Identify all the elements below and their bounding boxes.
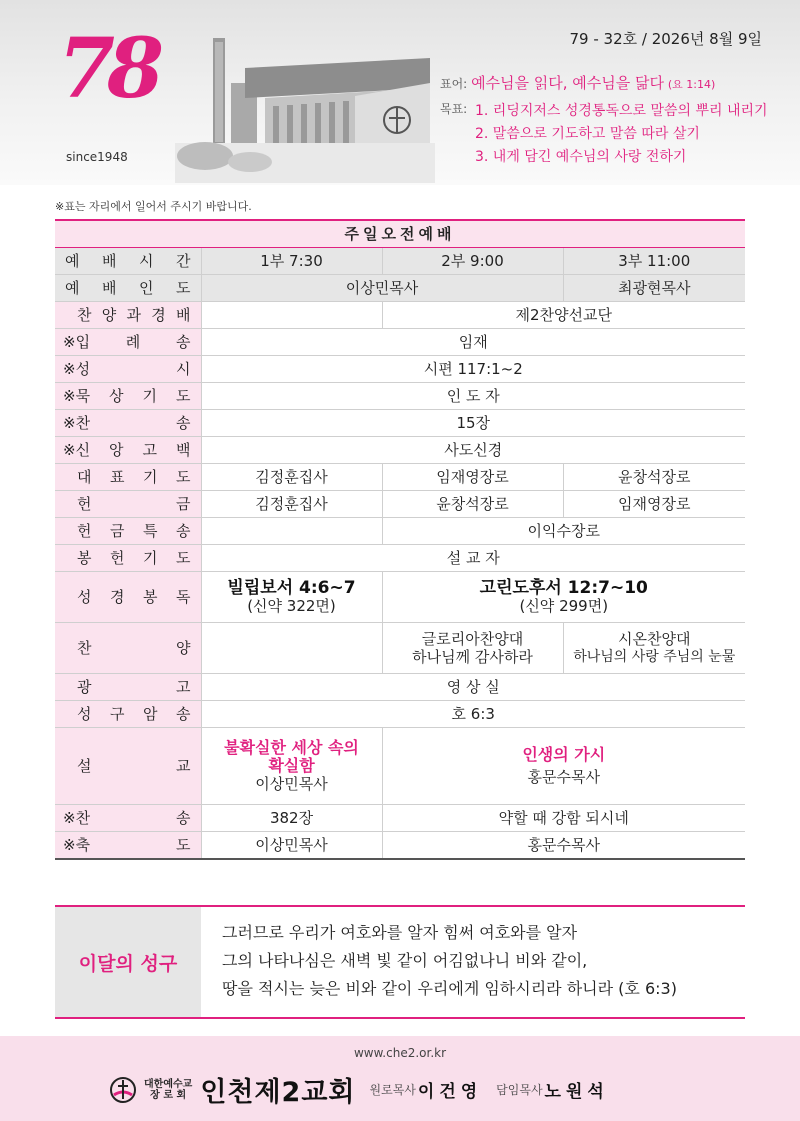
row-label: [55, 302, 201, 329]
sermon-title: 인생의 가시: [522, 745, 606, 764]
cell-value: 임재영장로: [382, 464, 563, 491]
label-char: 과: [126, 306, 141, 324]
label-char: 예: [65, 279, 80, 297]
reading-service-2: [382, 572, 745, 623]
row-label: [55, 437, 201, 464]
label-char: ※신: [63, 441, 91, 459]
label-char: ※입: [63, 333, 91, 351]
label-char: 배: [102, 279, 117, 297]
label-char: 헌: [77, 495, 92, 513]
label-char: 인: [139, 279, 154, 297]
label-char: ※성: [63, 360, 91, 378]
label-char: 배: [176, 306, 191, 324]
row-creed: [55, 437, 745, 464]
row-benediction: [55, 832, 745, 860]
standing-notice: ※표는 자리에서 일어서 주시기 바랍니다.: [55, 200, 252, 213]
theme-reference: (요 1:14): [667, 78, 716, 91]
label-char: ※묵: [63, 387, 91, 405]
label-char: 상: [109, 387, 124, 405]
cell-value: 이상민목사: [201, 275, 563, 302]
service-1-time: 1부 7:30: [201, 248, 382, 275]
cell-value: [201, 518, 382, 545]
label-char: 설: [77, 757, 92, 775]
label-char: 도: [176, 468, 191, 486]
service-title: 주일오전예배: [55, 220, 745, 248]
row-prelude: [55, 329, 745, 356]
label-char: 구: [110, 705, 125, 723]
label-char: 례: [125, 333, 141, 351]
cell-value: 설 교 자: [201, 545, 745, 572]
row-label: [55, 545, 201, 572]
denomination: [144, 1079, 192, 1101]
cell-value: 382장: [201, 805, 382, 832]
since-label: since1948: [66, 150, 128, 164]
reading-passage: 빌립보서 4:6~7: [227, 578, 356, 598]
emeritus-pastor: 이건영: [417, 1082, 483, 1102]
row-label: [55, 674, 201, 701]
choir-service-2: [382, 623, 563, 674]
row-hymn-2: [55, 805, 745, 832]
label-char: 기: [142, 387, 157, 405]
choir-service-3: [563, 623, 745, 674]
label-char: 도: [176, 836, 191, 854]
church-building-image: [175, 28, 435, 183]
row-time: [55, 248, 745, 275]
goals-label: 목표:: [440, 102, 468, 116]
row-label: [55, 248, 201, 275]
bulletin-footer: [0, 1036, 800, 1121]
denomination-top: 대한예수교: [144, 1078, 193, 1090]
worship-order-table: [55, 219, 745, 860]
church-name: 인천제2교회: [200, 1077, 356, 1108]
row-label: [55, 518, 201, 545]
theme: [440, 72, 715, 93]
cell-value: 이상민목사: [201, 832, 382, 860]
website-link[interactable]: www.che2.or.kr: [353, 1046, 447, 1060]
label-char: 시: [176, 360, 191, 378]
cell-value: 홍문수목사: [382, 832, 745, 860]
label-char: 봉: [77, 549, 92, 567]
cell-value: 약할 때 강함 되시네: [382, 805, 745, 832]
cell-value: 최광현목사: [563, 275, 745, 302]
monthly-verse-box: [55, 905, 745, 1019]
row-offering: [55, 491, 745, 518]
cell-value: 호 6:3: [201, 701, 745, 728]
anthem-title: 하나님께 감사하라: [412, 648, 533, 666]
church-signature: [108, 1070, 609, 1109]
row-silent-prayer: [55, 383, 745, 410]
cell-value: 시편 117:1~2: [201, 356, 745, 383]
cell-value: [201, 302, 382, 329]
label-char: 교: [176, 757, 191, 775]
verse-line: 땅을 적시는 늦은 비와 같이 우리에게 임하시리라 하니라 (호 6:3): [222, 979, 677, 998]
bulletin-header: [0, 0, 800, 185]
row-label: [55, 356, 201, 383]
cell-value: 사도신경: [201, 437, 745, 464]
cell-value: 윤창석장로: [563, 464, 745, 491]
label-char: 광: [77, 678, 92, 696]
row-label: [55, 572, 201, 623]
row-leader: [55, 275, 745, 302]
row-announcements: [55, 674, 745, 701]
label-char: 독: [176, 588, 191, 606]
label-char: 봉: [143, 588, 158, 606]
choir-name: 글로리아찬양대: [421, 630, 524, 648]
row-offering-special: [55, 518, 745, 545]
label-char: 기: [143, 549, 158, 567]
label-char: 송: [176, 705, 191, 723]
row-prayer: [55, 464, 745, 491]
label-char: 도: [176, 549, 191, 567]
cell-value: 인 도 자: [201, 383, 745, 410]
verse-line: 그의 나타나심은 새벽 빛 같이 어김없나니 비와 같이,: [222, 951, 588, 970]
cell-value: 15장: [201, 410, 745, 437]
reading-page: (신약 299면): [519, 597, 609, 615]
sermon-service-1: [201, 728, 382, 805]
row-reading: [55, 572, 745, 623]
issue-date: 79 - 32호 / 2026년 8월 9일: [569, 30, 762, 48]
table-title-row: [55, 220, 745, 248]
anthem-title: 하나님의 사랑 주님의 눈물: [573, 649, 736, 665]
label-char: 고: [176, 678, 191, 696]
choir-name: 시온찬양대: [618, 630, 691, 648]
service-2-time: 2부 9:00: [382, 248, 563, 275]
preacher: 이상민목사: [255, 775, 328, 793]
row-sermon: [55, 728, 745, 805]
senior-pastor: 노원석: [544, 1082, 609, 1102]
cell-value: 이익수장로: [382, 518, 745, 545]
label-char: 송: [176, 414, 191, 432]
row-label: [55, 383, 201, 410]
theme-text: 예수님을 읽다, 예수님을 닮다: [471, 74, 665, 92]
row-label: [55, 464, 201, 491]
label-char: 도: [176, 279, 191, 297]
cell-value: 윤창석장로: [382, 491, 563, 518]
cell-value: 영 상 실: [201, 674, 745, 701]
label-char: 금: [110, 522, 125, 540]
row-hymn-1: [55, 410, 745, 437]
cell-value: 임재: [201, 329, 745, 356]
label-char: 간: [176, 252, 191, 270]
cell-value: [201, 623, 382, 674]
label-char: 도: [175, 387, 191, 405]
label-char: 양: [176, 639, 191, 657]
goal-1: 1. 리딩지저스 성경통독으로 말씀의 뿌리 내리기: [475, 103, 768, 119]
row-label: [55, 623, 201, 674]
service-3-time: 3부 11:00: [563, 248, 745, 275]
row-label: [55, 410, 201, 437]
label-char: 경: [110, 588, 125, 606]
label-char: 성: [77, 588, 92, 606]
row-label: [55, 701, 201, 728]
row-praise: [55, 302, 745, 329]
reading-service-1: [201, 572, 382, 623]
sermon-service-2: [382, 728, 745, 805]
cell-value: 김정훈집사: [201, 464, 382, 491]
row-label: [55, 728, 201, 805]
anniversary-logo: 78: [58, 21, 157, 117]
theme-label: 표어:: [440, 77, 468, 91]
label-char: 표: [110, 468, 125, 486]
cell-value: 임재영장로: [563, 491, 745, 518]
goal-3: 3. 내게 담긴 예수님의 사랑 전하기: [475, 149, 687, 165]
label-char: 경: [151, 306, 166, 324]
church-emblem-icon: [108, 1075, 138, 1105]
row-offering-prayer: [55, 545, 745, 572]
row-label: [55, 491, 201, 518]
label-char: 송: [176, 522, 191, 540]
label-char: 앙: [109, 441, 124, 459]
emeritus-role: 원로목사: [369, 1083, 416, 1097]
row-label: [55, 329, 201, 356]
label-char: ※축: [63, 836, 91, 854]
label-char: ※찬: [63, 414, 91, 432]
senior-role: 담임목사: [496, 1083, 543, 1097]
label-char: 백: [175, 441, 191, 459]
denomination-bottom: 장 로 회: [150, 1089, 187, 1101]
label-char: 찬: [77, 306, 92, 324]
label-char: 금: [176, 495, 191, 513]
label-char: 기: [143, 468, 158, 486]
sermon-title: 불확실한 세상 속의: [224, 738, 359, 757]
row-label: [55, 805, 201, 832]
monthly-verse-text: [222, 919, 677, 1003]
label-char: 송: [176, 809, 191, 827]
goal-2: 2. 말씀으로 기도하고 말씀 따라 살기: [475, 126, 700, 142]
row-memory-verse: [55, 701, 745, 728]
monthly-verse-label: 이달의 성구: [55, 907, 201, 1017]
sermon-title: 확실함: [268, 756, 315, 775]
label-char: 헌: [77, 522, 92, 540]
label-char: 특: [143, 522, 158, 540]
label-char: 양: [101, 306, 117, 324]
row-label: [55, 275, 201, 302]
reading-passage: 고린도후서 12:7~10: [479, 578, 648, 598]
label-char: 찬: [77, 639, 92, 657]
label-char: 시: [139, 252, 154, 270]
label-char: 배: [102, 252, 117, 270]
cell-value: 제2찬양선교단: [382, 302, 745, 329]
label-char: 예: [65, 252, 80, 270]
row-choir: [55, 623, 745, 674]
row-label: [55, 832, 201, 860]
label-char: ※찬: [63, 809, 91, 827]
label-char: 송: [176, 333, 191, 351]
label-char: 헌: [110, 549, 125, 567]
preacher: 홍문수목사: [527, 768, 600, 786]
row-call-to-worship: [55, 356, 745, 383]
reading-page: (신약 322면): [247, 597, 336, 615]
verse-line: 그러므로 우리가 여호와를 알자 힘써 여호와를 알자: [222, 923, 578, 942]
label-char: 암: [143, 705, 158, 723]
label-char: 고: [142, 441, 157, 459]
label-char: 성: [77, 705, 92, 723]
label-char: 대: [77, 468, 92, 486]
cell-value: 김정훈집사: [201, 491, 382, 518]
